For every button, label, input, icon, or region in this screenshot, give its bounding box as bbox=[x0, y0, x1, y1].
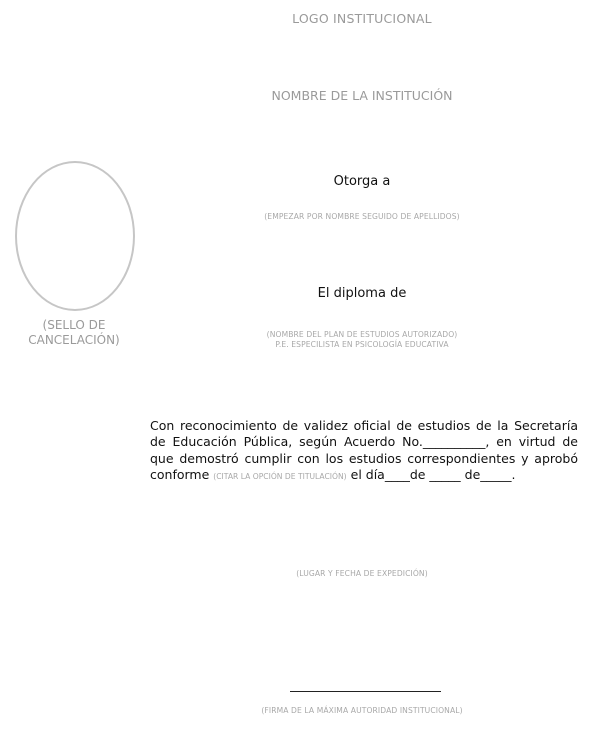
cancellation-seal-circle bbox=[15, 161, 135, 311]
recognition-text: Con reconocimiento de validez oficial de estudios de la Secretaría de Educación Pública, según Acuerdo No.__________, en virtud de que demostró cumplir con los estudios correspondientes y aprobó conforme bbox=[150, 418, 578, 482]
study-plan-hint-line2: P.E. ESPECILISTA EN PSICOLOGÍA EDUCATIVA bbox=[275, 340, 449, 349]
seal-label-line2: CANCELACIÓN) bbox=[28, 333, 120, 347]
signature-hint: (FIRMA DE LA MÁXIMA AUTORIDAD INSTITUCIONAL) bbox=[261, 706, 463, 715]
recipient-name-hint: (EMPEZAR POR NOMBRE SEGUIDO DE APELLIDOS) bbox=[264, 212, 460, 221]
cancellation-seal-label bbox=[14, 318, 134, 348]
signature-line bbox=[290, 691, 441, 692]
study-plan-hint-line1: (NOMBRE DEL PLAN DE ESTUDIOS AUTORIZADO) bbox=[266, 330, 458, 339]
titulation-option-hint: (CITAR LA OPCIÓN DE TITULACIÓN) bbox=[213, 471, 347, 481]
study-plan-hint bbox=[150, 330, 574, 350]
diploma-heading: El diploma de bbox=[317, 286, 407, 301]
institution-name-placeholder: NOMBRE DE LA INSTITUCIÓN bbox=[271, 88, 453, 103]
seal-label-line1: (SELLO DE bbox=[42, 318, 106, 332]
recognition-paragraph bbox=[150, 418, 578, 485]
grant-heading: Otorga a bbox=[333, 174, 391, 189]
issue-date-text: el día____de _____ de_____. bbox=[346, 466, 516, 482]
place-date-hint: (LUGAR Y FECHA DE EXPEDICIÓN) bbox=[296, 569, 428, 578]
logo-placeholder: LOGO INSTITUCIONAL bbox=[292, 11, 432, 26]
